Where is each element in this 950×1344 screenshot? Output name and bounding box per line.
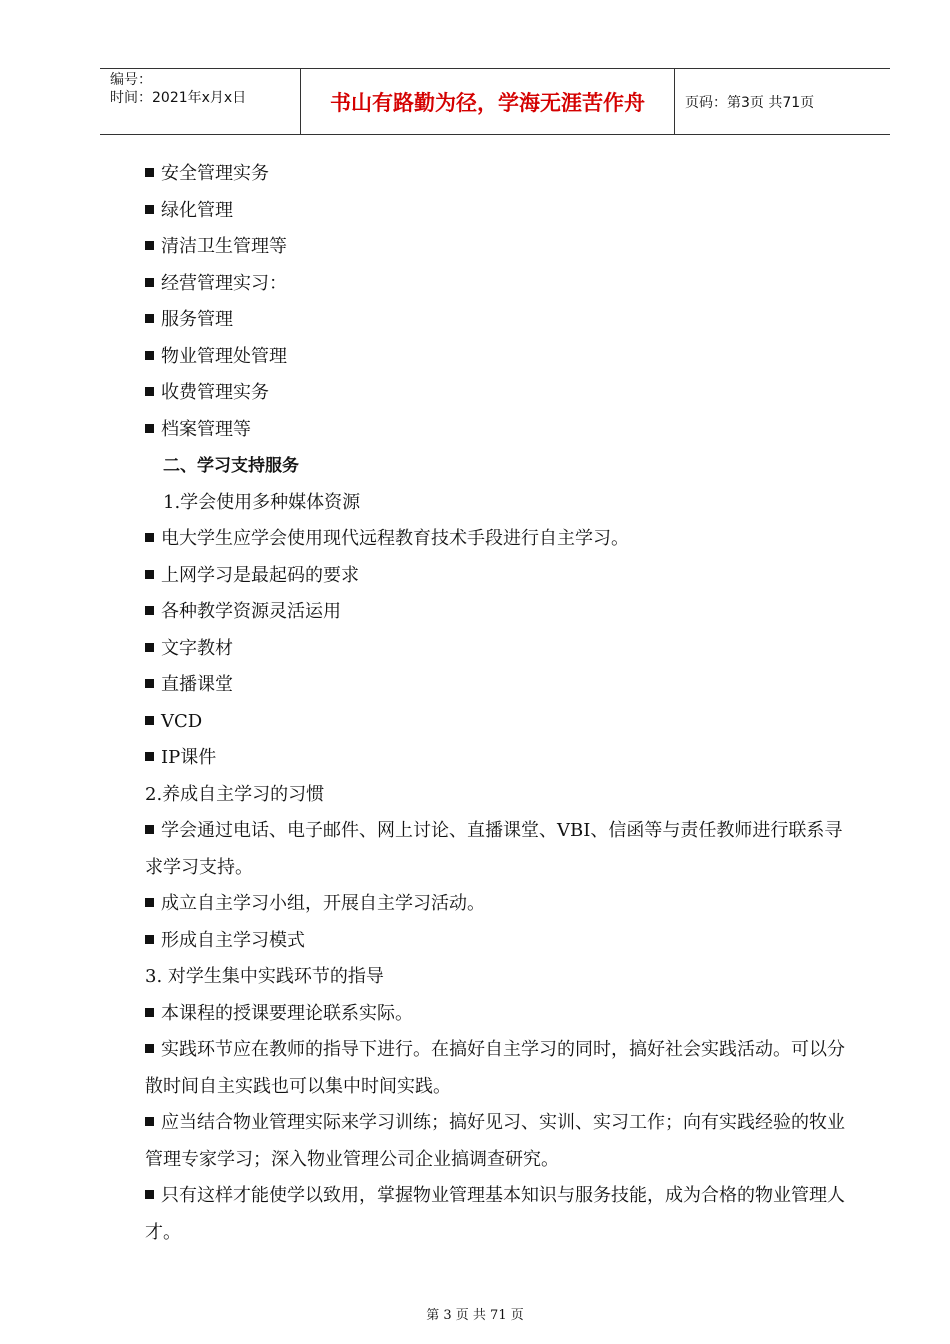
line-text: VCD <box>161 710 203 732</box>
line-text: 二、学习支持服务 <box>163 456 299 476</box>
line-text: 档案管理等 <box>161 418 251 440</box>
line-text: 1.学会使用多种媒体资源 <box>163 491 361 513</box>
header-motto: 书山有路勤为径，学海无涯苦作舟 <box>301 69 675 134</box>
list-item <box>145 521 855 558</box>
line-text: 收费管理实务 <box>161 382 269 403</box>
list-item <box>145 302 855 339</box>
list-item <box>145 156 855 193</box>
list-item <box>145 594 855 631</box>
list-item <box>145 339 855 376</box>
list-item <box>145 923 855 960</box>
square-bullet-icon <box>145 935 154 944</box>
line-text: 成立自主学习小组，开展自主学习活动。 <box>161 893 485 914</box>
square-bullet-icon <box>145 168 154 177</box>
square-bullet-icon <box>145 752 154 761</box>
line-text: 学会通过电话、电子邮件、网上讨论、直播课堂、VBI、信函等与责任教师进行联系寻求学习支持。 <box>145 820 843 878</box>
line-text: 经营管理实习： <box>161 272 287 294</box>
page-header <box>100 68 890 135</box>
line-text: 各种教学资源灵活运用 <box>161 601 341 622</box>
square-bullet-icon <box>145 387 154 396</box>
paragraph-line <box>145 448 855 485</box>
list-item <box>145 558 855 595</box>
list-item <box>145 1105 855 1178</box>
line-text: 2.养成自主学习的习惯 <box>145 783 325 805</box>
header-page-info: 页码：第3页 共71页 <box>685 94 815 111</box>
list-item <box>145 193 855 230</box>
square-bullet-icon <box>145 1117 154 1126</box>
line-text: 形成自主学习模式 <box>161 929 305 951</box>
list-item <box>145 375 855 412</box>
line-text: 本课程的授课要理论联系实际。 <box>161 1002 413 1024</box>
paragraph-line <box>145 959 855 996</box>
paragraph-line <box>145 485 855 522</box>
list-item <box>145 1032 855 1105</box>
square-bullet-icon <box>145 278 154 287</box>
square-bullet-icon <box>145 1190 154 1199</box>
line-text: 清洁卫生管理等 <box>161 236 287 257</box>
document-body <box>145 156 855 1251</box>
line-text: 文字教材 <box>161 637 233 659</box>
square-bullet-icon <box>145 898 154 907</box>
line-text: 直播课堂 <box>161 674 233 695</box>
list-item <box>145 886 855 923</box>
line-text: 应当结合物业管理实际来学习训练；搞好见习、实训、实习工作；向有实践经验的牧业管理专家学习；深入物业管理公司企业搞调查研究。 <box>145 1112 845 1170</box>
square-bullet-icon <box>145 570 154 579</box>
header-meta <box>100 69 301 134</box>
square-bullet-icon <box>145 241 154 250</box>
line-text: 电大学生应学会使用现代远程教育技术手段进行自主学习。 <box>161 528 629 549</box>
square-bullet-icon <box>145 825 154 834</box>
list-item <box>145 740 855 777</box>
list-item <box>145 1178 855 1251</box>
square-bullet-icon <box>145 716 154 725</box>
line-text: 安全管理实务 <box>161 163 269 184</box>
list-item <box>145 266 855 303</box>
list-item <box>145 704 855 741</box>
list-item <box>145 631 855 668</box>
line-text: 只有这样才能使学以致用，掌握物业管理基本知识与服务技能，成为合格的物业管理人才。 <box>145 1185 845 1243</box>
line-text: 上网学习是最起码的要求 <box>161 564 359 586</box>
number-label: 编号： <box>110 72 152 88</box>
list-item <box>145 996 855 1033</box>
line-text: IP课件 <box>161 747 217 768</box>
square-bullet-icon <box>145 351 154 360</box>
line-text: 实践环节应在教师的指导下进行。在搞好自主学习的同时，搞好社会实践活动。可以分散时间自主实践也可以集中时间实践。 <box>145 1039 845 1097</box>
time-label: 时间：2021年x月x日 <box>110 90 247 106</box>
square-bullet-icon <box>145 1044 154 1053</box>
square-bullet-icon <box>145 606 154 615</box>
square-bullet-icon <box>145 424 154 433</box>
list-item <box>145 813 855 886</box>
square-bullet-icon <box>145 205 154 214</box>
line-text: 服务管理 <box>161 309 233 330</box>
paragraph-line <box>145 777 855 814</box>
line-text: 3. 对学生集中实践环节的指导 <box>145 966 384 987</box>
square-bullet-icon <box>145 643 154 652</box>
square-bullet-icon <box>145 1008 154 1017</box>
page-footer: 第 3 页 共 71 页 <box>426 1308 524 1323</box>
square-bullet-icon <box>145 314 154 323</box>
line-text: 物业管理处管理 <box>161 345 287 367</box>
list-item <box>145 412 855 449</box>
line-text: 绿化管理 <box>161 199 233 221</box>
square-bullet-icon <box>145 533 154 542</box>
list-item <box>145 667 855 704</box>
square-bullet-icon <box>145 679 154 688</box>
list-item <box>145 229 855 266</box>
